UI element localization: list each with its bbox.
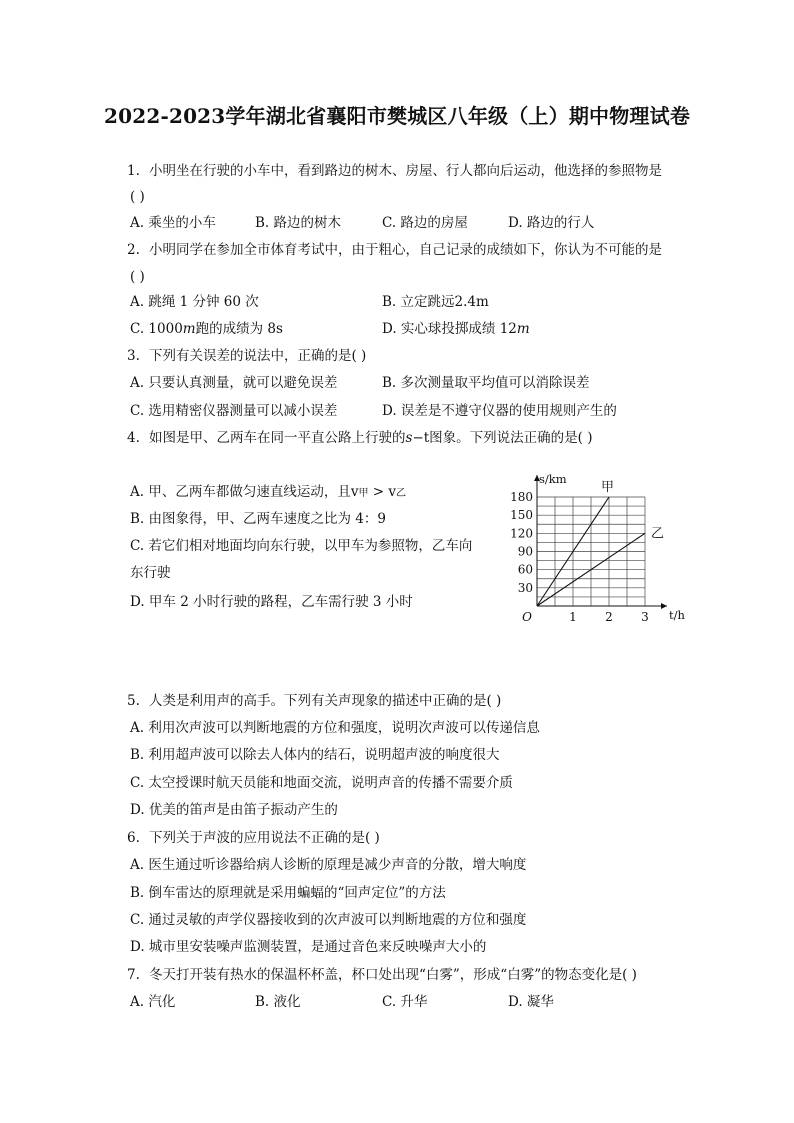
origin-label: O bbox=[522, 610, 532, 624]
question-number: 2. bbox=[127, 242, 140, 258]
question-number: 5. bbox=[127, 693, 140, 709]
question-2-option-b[interactable]: B. 立定跳远2.4m bbox=[382, 294, 489, 310]
question-1-stem: 1. 小明坐在行驶的小车中，看到路边的树木、房屋、行人都向后运动，他选择的参照物是 bbox=[127, 163, 662, 179]
x-axis-label: t/h bbox=[669, 608, 685, 622]
question-6-option-c[interactable]: C. 通过灵敏的声学仪器接收到的次声波可以判断地震的方位和强度 bbox=[130, 912, 527, 928]
question-5-stem: 5. 人类是利用声的高手。下列有关声现象的描述中正确的是( ) bbox=[127, 693, 502, 709]
question-3-option-b[interactable]: B. 多次测量取平均值可以消除误差 bbox=[382, 375, 590, 391]
question-1-option-a[interactable]: A. 乘坐的小车 bbox=[130, 215, 216, 231]
question-3-stem: 3. 下列有关误差的说法中，正确的是( ) bbox=[127, 348, 367, 364]
question-7-option-a[interactable]: A. 汽化 bbox=[130, 994, 176, 1010]
question-6-stem: 6. 下列关于声波的应用说法不正确的是( ) bbox=[127, 830, 380, 846]
question-6-option-d[interactable]: D. 城市里安装噪声监测装置，是通过音色来反映噪声大小的 bbox=[130, 939, 487, 955]
question-1-option-d[interactable]: D. 路边的行人 bbox=[508, 215, 595, 231]
question-2-bracket: ( ) bbox=[130, 269, 145, 285]
series-label-2: 乙 bbox=[651, 526, 665, 542]
question-3-option-d[interactable]: D. 误差是不遵守仪器的使用规则产生的 bbox=[382, 403, 617, 419]
question-7-option-c[interactable]: C. 升华 bbox=[382, 994, 428, 1010]
question-5-option-a[interactable]: A. 利用次声波可以判断地震的方位和强度，说明次声波可以传递信息 bbox=[130, 720, 540, 736]
question-number: 1. bbox=[127, 163, 140, 179]
question-number: 4. bbox=[127, 430, 140, 446]
y-tick-label: 60 bbox=[517, 562, 533, 577]
question-7-stem: 7. 冬天打开装有热水的保温杯杯盖，杯口处出现“白雾”，形成“白雾”的物态变化是( ) bbox=[127, 967, 637, 983]
series-label-1: 甲 bbox=[601, 480, 615, 495]
question-4-option-a[interactable]: A. 甲、乙两车都做匀速直线运动，且v甲 > v乙 bbox=[130, 484, 406, 500]
question-4-stem: 4. 如图是甲、乙两车在同一平直公路上行驶的s−t图象。下列说法正确的是( ) bbox=[127, 430, 593, 446]
question-2-stem: 2. 小明同学在参加全市体育考试中，由于粗心，自己记录的成绩如下，你认为不可能的是 bbox=[127, 242, 662, 258]
question-3-option-a[interactable]: A. 只要认真测量，就可以避免误差 bbox=[130, 375, 338, 391]
y-tick-label: 180 bbox=[510, 490, 533, 504]
question-6-option-a[interactable]: A. 医生通过听诊器给病人诊断的原理是减少声音的分散，增大响度 bbox=[130, 857, 527, 873]
question-4-option-b[interactable]: B. 由图象得，甲、乙两车速度之比为 4：9 bbox=[130, 511, 386, 527]
y-tick-label: 90 bbox=[517, 544, 533, 559]
question-2-option-c[interactable]: C. 1000m跑的成绩为 8s bbox=[130, 321, 283, 337]
x-tick-label: 1 bbox=[569, 610, 577, 624]
question-number: 6. bbox=[127, 830, 140, 846]
x-tick-label: 2 bbox=[605, 610, 613, 624]
question-1-bracket: ( ) bbox=[130, 189, 145, 205]
question-4-option-d[interactable]: D. 甲车 2 小时行驶的路程，乙车需行驶 3 小时 bbox=[130, 594, 413, 610]
question-number: 3. bbox=[127, 348, 140, 364]
question-5-option-d[interactable]: D. 优美的笛声是由笛子振动产生的 bbox=[130, 802, 338, 818]
question-7-option-d[interactable]: D. 凝华 bbox=[508, 994, 554, 1010]
question-1-option-c[interactable]: C. 路边的房屋 bbox=[382, 215, 468, 231]
question-4-option-c-continued: 东行驶 bbox=[130, 565, 171, 581]
y-axis-label: s/km bbox=[539, 472, 567, 486]
question-6-option-b[interactable]: B. 倒车雷达的原理就是采用蝙蝠的“回声定位”的方法 bbox=[130, 885, 446, 901]
y-tick-label: 150 bbox=[510, 508, 533, 523]
question-2-option-d[interactable]: D. 实心球投掷成绩 12m bbox=[382, 321, 530, 337]
question-5-option-c[interactable]: C. 太空授课时航天员能和地面交流，说明声音的传播不需要介质 bbox=[130, 775, 513, 791]
page-title: 2022-2023学年湖北省襄阳市樊城区八年级（上）期中物理试卷 bbox=[103, 104, 691, 128]
y-tick-label: 30 bbox=[517, 580, 533, 595]
question-4-option-c[interactable]: C. 若它们相对地面均向东行驶，以甲车为参照物，乙车向 bbox=[130, 538, 473, 554]
s-t-graph bbox=[505, 462, 705, 632]
x-tick-label: 3 bbox=[641, 610, 649, 624]
y-tick-label: 120 bbox=[510, 526, 533, 541]
question-5-option-b[interactable]: B. 利用超声波可以除去人体内的结石，说明超声波的响度很大 bbox=[130, 747, 500, 763]
question-7-option-b[interactable]: B. 液化 bbox=[255, 994, 301, 1010]
question-1-option-b[interactable]: B. 路边的树木 bbox=[255, 215, 342, 231]
question-2-option-a[interactable]: A. 跳绳 1 分钟 60 次 bbox=[130, 294, 259, 310]
x-axis-arrow bbox=[661, 603, 667, 609]
question-number: 7. bbox=[127, 967, 140, 983]
question-3-option-c[interactable]: C. 选用精密仪器测量可以减小误差 bbox=[130, 403, 338, 419]
